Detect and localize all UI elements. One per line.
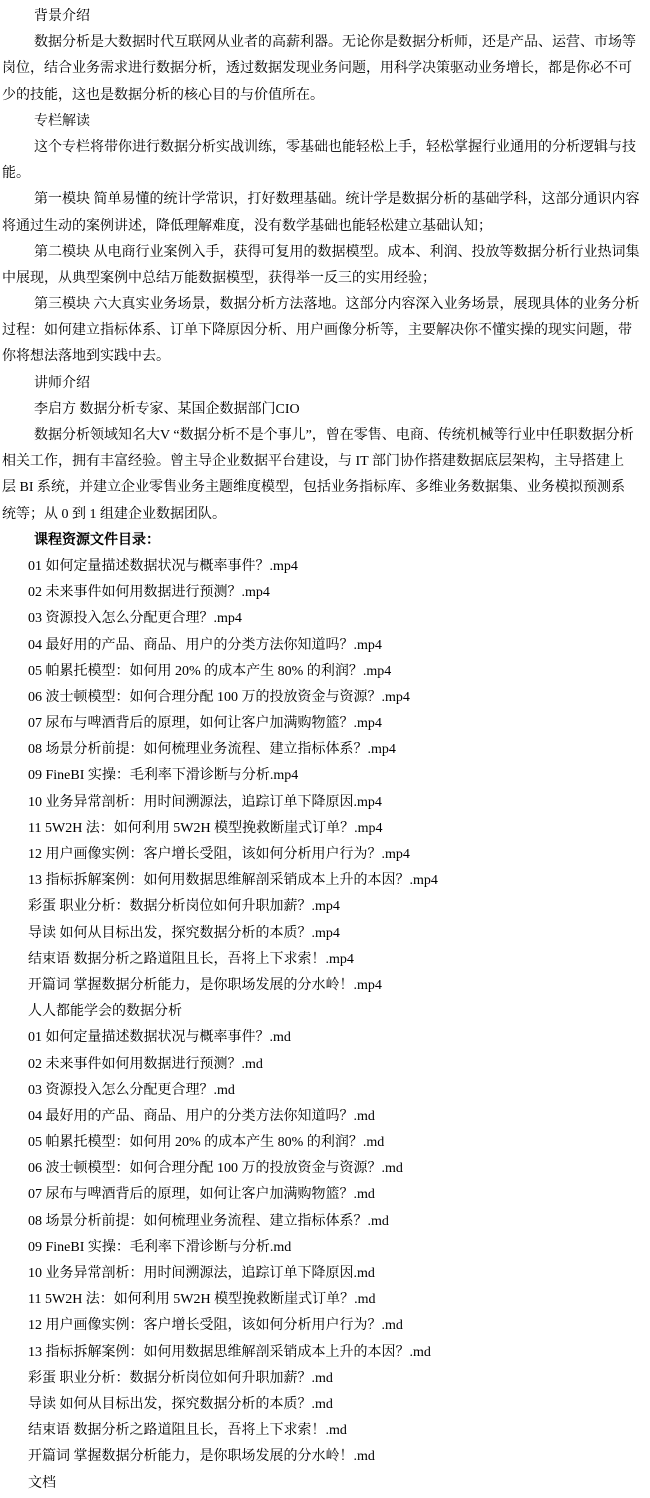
section-heading-column-intro: 专栏解读 <box>34 113 90 129</box>
instructor-bio-paragraph: 数据分析领域知名大V “数据分析不是个事儿”，曾在零售、电商、传统机械等行业中任职数据分析 <box>34 428 634 443</box>
instructor-bio-paragraph: 相关工作，拥有丰富经验。曾主导企业数据平台建设，与 IT 部门协作搭建数据底层架构，主导搭建上 <box>2 454 624 470</box>
file-list-item: 02 未来事件如何用数据进行预测？.mp4 <box>28 585 270 601</box>
file-list-item: 开篇词 掌握数据分析能力，是你职场发展的分水岭！.mp4 <box>28 977 382 993</box>
file-list-item: 05 帕累托模型：如何用 20% 的成本产生 80% 的利润？.md <box>28 1135 385 1151</box>
file-list-item: 03 资源投入怎么分配更合理？.mp4 <box>28 611 242 627</box>
file-list-item: 13 指标拆解案例：如何用数据思维解剖采销成本上升的本因？.mp4 <box>28 873 438 889</box>
module-3-paragraph: 第三模块 六大真实业务场景，数据分析方法落地。这部分内容深入业务场景，展现具体的业务分析 <box>34 297 640 313</box>
instructor-name-line: 李启方 数据分析专家、某国企数据部门CIO <box>34 401 300 417</box>
column-intro-paragraph: 能。 <box>2 166 30 182</box>
module-3-paragraph: 你将想法落地到实践中去。 <box>2 349 170 365</box>
file-list-item: 10 业务异常剖析：用时间溯源法，追踪订单下降原因.mp4 <box>28 794 382 810</box>
background-paragraph: 少的技能，这也是数据分析的核心目的与价值所在。 <box>2 87 324 103</box>
file-list-item: 03 资源投入怎么分配更合理？.md <box>28 1082 235 1098</box>
file-list-item: 12 用户画像实例：客户增长受阻，该如何分析用户行为？.md <box>28 1318 403 1334</box>
file-list-item: 01 如何定量描述数据状况与概率事件？.mp4 <box>28 558 298 574</box>
section-heading-instructor: 讲师介绍 <box>34 375 90 391</box>
file-list-item: 08 场景分析前提：如何梳理业务流程、建立指标体系？.mp4 <box>28 742 396 758</box>
document-body <box>2 4 650 1497</box>
file-list-item: 11 5W2H 法：如何利用 5W2H 模型挽救断崖式订单？.mp4 <box>28 820 383 836</box>
instructor-bio-paragraph: 统等；从 0 到 1 组建企业数据团队。 <box>2 506 226 522</box>
directory-heading: 课程资源文件目录： <box>34 532 160 548</box>
file-list-item: 05 帕累托模型：如何用 20% 的成本产生 80% 的利润？.mp4 <box>28 663 392 679</box>
column-intro-paragraph: 这个专栏将带你进行数据分析实战训练，零基础也能轻松上手，轻松掌握行业通用的分析逻辑与技 <box>34 139 636 155</box>
file-list-item: 导读 如何从目标出发，探究数据分析的本质？.md <box>28 1396 333 1412</box>
file-list-item: 彩蛋 职业分析：数据分析岗位如何升职加薪？.mp4 <box>28 899 340 915</box>
module-2-paragraph: 第二模块 从电商行业案例入手，获得可复用的数据模型。成本、利润、投放等数据分析行业热词集 <box>34 244 640 260</box>
section-heading-background: 背景介绍 <box>34 9 90 24</box>
file-list-item: 结束语 数据分析之路道阻且长，吾将上下求索！.mp4 <box>28 951 354 967</box>
file-list-item: 09 FineBI 实操：毛利率下滑诊断与分析.mp4 <box>28 768 299 784</box>
file-list-item: 07 尿布与啤酒背后的原理，如何让客户加满购物篮？.mp4 <box>28 716 382 732</box>
file-list-item: 开篇词 掌握数据分析能力，是你职场发展的分水岭！.md <box>28 1449 375 1465</box>
file-list-item: 彩蛋 职业分析：数据分析岗位如何升职加薪？.md <box>28 1370 333 1386</box>
folder-list-item: 文档 <box>28 1475 56 1491</box>
file-list-item: 06 波士顿模型：如何合理分配 100 万的投放资金与资源？.mp4 <box>28 689 410 705</box>
module-3-paragraph: 过程：如何建立指标体系、订单下降原因分析、用户画像分析等，主要解决你不懂实操的现实问题，带 <box>2 323 632 339</box>
file-list-item: 09 FineBI 实操：毛利率下滑诊断与分析.md <box>28 1239 292 1255</box>
module-1-paragraph: 第一模块 简单易懂的统计学常识，打好数理基础。统计学是数据分析的基础学科，这部分通识内容 <box>34 192 640 208</box>
file-list-item: 11 5W2H 法：如何利用 5W2H 模型挽救断崖式订单？.md <box>28 1292 376 1308</box>
file-list-item: 12 用户画像实例：客户增长受阻，该如何分析用户行为？.mp4 <box>28 847 410 862</box>
file-list-item: 04 最好用的产品、商品、用户的分类方法你知道吗？.mp4 <box>28 637 382 653</box>
file-list-item: 10 业务异常剖析：用时间溯源法，追踪订单下降原因.md <box>28 1266 375 1281</box>
file-list-item: 07 尿布与啤酒背后的原理，如何让客户加满购物篮？.md <box>28 1187 375 1203</box>
background-paragraph: 岗位，结合业务需求进行数据分析，透过数据发现业务问题，用科学决策驱动业务增长，都是你必不可 <box>2 61 632 77</box>
file-list-item: 06 波士顿模型：如何合理分配 100 万的投放资金与资源？.md <box>28 1161 403 1177</box>
file-list-item: 结束语 数据分析之路道阻且长，吾将上下求索！.md <box>28 1423 347 1439</box>
file-list-item: 13 指标拆解案例：如何用数据思维解剖采销成本上升的本因？.md <box>28 1344 431 1360</box>
file-list-item: 04 最好用的产品、商品、用户的分类方法你知道吗？.md <box>28 1108 375 1124</box>
module-2-paragraph: 中展现，从典型案例中总结万能数据模型，获得举一反三的实用经验； <box>2 270 436 286</box>
file-list-item: 02 未来事件如何用数据进行预测？.md <box>28 1056 263 1072</box>
file-list-item: 08 场景分析前提：如何梳理业务流程、建立指标体系？.md <box>28 1213 389 1229</box>
file-list-item: 导读 如何从目标出发，探究数据分析的本质？.mp4 <box>28 925 340 941</box>
module-1-paragraph: 将通过生动的案例讲述，降低理解难度，没有数学基础也能轻松建立基础认知； <box>2 218 492 234</box>
background-paragraph: 数据分析是大数据时代互联网从业者的高薪利器。无论你是数据分析师，还是产品、运营、市场等 <box>34 35 636 51</box>
file-list-item: 01 如何定量描述数据状况与概率事件？.md <box>28 1030 291 1046</box>
folder-list-item: 人人都能学会的数据分析 <box>28 1004 182 1020</box>
instructor-bio-paragraph: 层 BI 系统，并建立企业零售业务主题维度模型，包括业务指标库、多维业务数据集、业务模拟预测系 <box>2 480 625 496</box>
